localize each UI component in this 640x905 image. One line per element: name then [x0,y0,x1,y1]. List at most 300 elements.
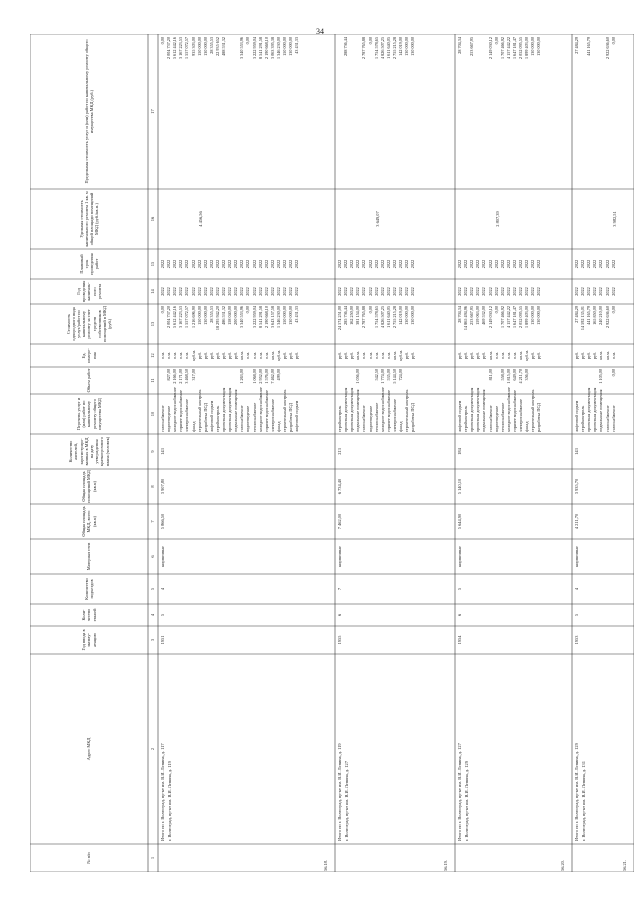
work-deadline: 2022 [184,259,190,269]
work-volume: 317,00 [190,369,196,381]
work-cost: 18 295 942,20 [214,306,220,331]
address: г. Волгоград, пр-кт им. В.И. Ленина, д. 119 [167,761,172,841]
work-deadline: 2022 [530,259,536,269]
work-limit-cost: 27 484,29 [574,37,579,54]
work-unit: руб. [592,351,598,360]
work-year: 2022 [404,287,410,296]
work-volume: 827,00 [166,369,172,381]
work-volume: 1 068,00 [251,369,257,384]
work-unit: руб. [463,351,469,360]
work-cost: 2 052 095,55 [518,306,523,328]
work-cost: 2 755 215,28 [391,306,397,328]
work-cost: 130 000,00 [404,306,410,325]
work-limit-cost: 1 611 640,05 [385,37,391,59]
work-deadline: 2022 [227,259,233,269]
row-number: 56.19. [443,860,448,871]
work-year: 2022 [227,287,233,296]
work-name: стройконтроль [463,405,469,432]
work-limit-cost: 8 541 291,58 [257,37,263,59]
work-volume: 7 462,00 [269,369,275,384]
work-limit-cost: 2 755 215,28 [391,37,397,59]
work-volume: 499,00 [275,369,281,381]
residents: 143 [160,448,165,455]
work-deadline: 2022 [178,259,184,269]
work-cost: 2 004 737,20 [166,306,172,328]
work-name: лифтовой подъем [294,400,300,432]
work-unit: п.м. [361,352,367,359]
work-year: 2022 [511,287,517,296]
work-unit: п.м. [511,352,517,359]
column-header: Предельная стоимость услуг и (или) работ по капитальному ремонту общего имущества МКД (руб.) [83,39,94,184]
work-year: 2022 [604,287,610,296]
total-area: 5 866,50 [160,513,165,530]
address: г. Волгоград, пр-кт им. В.И. Ленина, д. 131 [581,761,586,841]
work-unit: руб. [530,351,536,360]
entrances: 4 [574,587,579,591]
work-deadline: 2022 [499,259,505,269]
work-cost: 8 541 291,58 [257,306,263,328]
column-header: Удельная стоимость капитального ремонта 1 кв. м общей площади помещений МКД (руб./кв.м.) [78,191,100,247]
work-name: лифтовой подъем [574,400,579,432]
work-cost: 381 154,00 [355,306,361,325]
work-deadline: 2022 [457,259,462,269]
work-deadline: 2022 [367,259,373,269]
work-limit-cost: 2 052 095,55 [518,37,523,59]
work-deadline: 2022 [524,259,530,269]
work-year: 2022 [592,287,598,296]
work-cost: 253 667,95 [469,306,475,325]
work-cost: 441 165,79 [586,306,592,325]
work-volume: 535,00 [385,369,391,381]
column-number: 16 [150,216,155,222]
work-unit: кв.м. [355,351,361,360]
work-unit: п.м. [166,352,172,359]
work-year: 2022 [598,287,604,296]
work-unit: руб. [469,351,475,360]
work-name: лифтовой подъем [457,400,462,432]
work-name: проектная документация [349,387,355,432]
work-volume: 1 774,00 [379,369,385,384]
work-limit-cost: 5 612 442,16 [172,37,178,59]
work-cost: 1 899 403,00 [524,306,530,328]
work-limit-cost: 3 340 553,96 [239,37,245,59]
work-cost: 14 865 494,96 [463,306,469,331]
work-cost: 130 000,00 [202,306,208,325]
work-limit-cost: 1 346 230,00 [275,37,281,59]
work-unit: п.м. [373,352,379,359]
work-year: 2022 [294,287,300,296]
work-cost: 1 611 640,05 [385,306,391,328]
work-name: проектная документация [227,387,233,432]
work-limit-cost: 488 531,32 [221,37,226,56]
column-header: Стоимость однородного вида услуг/работ по капитальному ремонту за счет средств собственников помещений в МКД (руб.) [65,306,113,342]
work-deadline: 2022 [239,259,245,269]
work-limit-cost: 28 355,53 [208,37,214,54]
work-limit-cost: 288 736,44 [343,37,349,56]
work-deadline: 2022 [580,259,586,269]
work-deadline: 2022 [410,259,416,269]
work-cost: 0,00 [160,306,165,314]
work-name: фасад [190,421,196,432]
work-year: 2022 [524,287,530,296]
work-limit-cost: 2 149 030,12 [487,37,493,59]
work-deadline: 2022 [493,259,499,269]
work-volume: 542,50 [373,369,379,381]
work-name: холодное водоснабжение [172,387,178,432]
work-name: стройконтроль [214,405,220,432]
work-deadline: 2022 [160,259,165,269]
work-name: горячее водоснабжение [178,390,184,432]
work-unit: руб. [214,351,220,360]
column-number: 1 [150,856,155,860]
unit-cost: 2 807,39 [495,211,500,227]
work-volume [294,369,300,393]
work-year: 2022 [475,287,481,296]
work-year: 2022 [269,287,275,296]
work-deadline: 2022 [610,259,616,269]
work-unit: руб. [349,351,355,360]
work-year: 2022 [221,287,226,296]
entrances: 4 [160,587,165,591]
column-header: Год проведения капиталь-ного ремонта [75,280,102,303]
work-year: 2022 [196,287,202,296]
work-cost: 469 532,00 [481,306,487,325]
work-cost: 2 787 765,88 [361,306,367,328]
work-unit: руб. [343,351,349,360]
premises-area: 5 140,10 [457,478,462,495]
work-deadline: 2022 [404,259,410,269]
work-deadline: 2022 [166,259,172,269]
work-unit: п.м. [257,352,263,359]
work-name: холодное водоснабжение [257,387,263,432]
column-header: Ед. измере-ния [81,348,97,363]
work-name: разработка ПСД [288,403,294,432]
column-header: Объем работ [86,368,92,393]
column-number: 2 [150,747,155,751]
column-number: 5 [150,587,155,591]
wall-material: кирпичные [160,546,165,567]
work-name: газоснабжение [604,405,610,432]
entrances: 7 [337,587,342,591]
column-number: 7 [150,520,155,523]
work-year: 2022 [457,287,462,296]
rotated-table [30,34,634,872]
work-deadline: 2022 [288,259,294,269]
work-volume: 1 263,00 [239,369,245,384]
work-year: 2022 [373,287,379,296]
work-limit-cost: 935 303,00 [190,37,196,56]
column-number: 11 [150,378,155,383]
work-unit: руб. [221,351,226,360]
work-unit: п.м. [160,352,165,359]
column-header: Количество жителей, зарегистриро-ванных в МКД на дату утверждения краткосрочного плана (человек) [68,436,110,467]
work-year: 2022 [184,287,190,296]
unit-cost: 3 982,51 [612,211,617,227]
work-unit: куб.м. [524,350,530,361]
work-name: проектная документация [221,387,226,432]
work-name: стройконтроль [580,405,586,432]
work-year: 2022 [481,287,487,296]
address-total: Итого по г. Волгоград, пр-кт им. В.И. Ленина, д. 117 [160,743,165,841]
work-deadline: 2022 [282,259,287,269]
page-number: 34 [316,27,324,36]
work-cost: 130 000,00 [410,306,416,325]
work-unit: руб. [404,351,410,360]
work-deadline: 2022 [398,259,403,269]
wall-material: кирпичные [574,546,579,567]
work-year: 2022 [337,287,342,296]
work-volume: 1 105,00 [598,369,604,384]
column-number: 8 [150,485,155,488]
work-limit-cost: 22 935 652 [214,37,220,56]
work-cost: 0,00 [367,306,373,314]
premises-area: 3 907,80 [160,478,165,495]
work-year: 2022 [536,287,542,296]
work-deadline: 2022 [196,259,202,269]
floors: 5 [160,613,165,617]
work-cost: 150 000,00 [282,306,287,325]
work-cost: 4 826 507,25 [379,306,385,328]
work-cost: 5 612 442,16 [172,306,178,328]
work-year: 2022 [214,287,220,296]
work-cost: 240 210,00 [598,306,604,325]
work-unit: п.м. [499,352,505,359]
work-limit-cost: 4 157 442,22 [505,37,511,59]
work-year: 2022 [469,287,475,296]
work-volume [410,369,416,393]
column-number: 12 [150,353,155,358]
work-unit: руб. [580,351,586,360]
wall-material: кирпичные [337,546,342,567]
work-name: электроснабжение [269,399,275,432]
row-number: 56.20. [560,860,565,871]
work-year: 2022 [349,287,355,296]
work-deadline: 2022 [214,259,220,269]
work-cost: 1 647 181,47 [511,306,517,328]
work-limit-cost: 0,00 [367,37,373,45]
residents: 184 [457,448,462,455]
work-deadline: 2022 [275,259,281,269]
work-unit: руб. [475,351,481,360]
work-unit: руб. [202,351,208,360]
work-name: холодное водоснабжение [379,387,385,432]
work-year: 2022 [208,287,214,296]
work-cost: 162 250,00 [349,306,355,325]
work-limit-cost: 130 000,00 [410,37,416,56]
work-name: водоотведение [166,405,172,432]
work-cost: 200 000,00 [233,306,239,325]
work-name: горячее водоснабжение [263,390,269,432]
work-unit: кв.м. [269,351,275,360]
work-name: проектная документация [343,387,349,432]
column-header: Перечень услуг и (или) работ по капитальному ремонту общего имущества МКД [75,397,102,431]
work-name: электроснабжение [391,399,397,432]
work-cost: 27 484,29 [574,306,579,323]
work-deadline: 2022 [349,259,355,269]
work-year: 2022 [493,287,499,296]
work-unit: куб.м. [398,350,403,361]
work-deadline: 2022 [518,259,523,269]
column-header: Адрес МКД [86,737,92,761]
work-unit: п.м. [385,352,391,359]
year-built: 1955 [337,635,342,645]
work-year: 2022 [257,287,263,296]
work-unit: п.м. [178,352,184,359]
residents: 213 [337,448,342,455]
column-header: Коли-чество этажей [81,608,97,622]
work-limit-cost: 2 922 636,60 [604,37,610,59]
row-number: 56.21. [622,860,627,871]
work-unit: руб. [196,351,202,360]
work-limit-cost: 150 000,00 [282,37,287,56]
work-year: 2022 [463,287,469,296]
floors: 5 [574,613,579,617]
column-number: 9 [150,450,155,453]
work-name: водоотведение [245,405,251,432]
wall-material: кирпичные [457,546,462,567]
work-unit: п.м. [251,352,257,359]
work-deadline: 2022 [598,259,604,269]
work-deadline: 2022 [604,259,610,269]
work-cost: 0,00 [493,306,499,314]
work-deadline: 2022 [294,259,300,269]
work-year: 2022 [518,287,523,296]
work-name: проектная документация [592,387,598,432]
work-name: водоотведение [493,405,499,432]
work-volume: 2 952,00 [257,369,263,384]
work-unit: кв.м. [518,351,523,360]
work-limit-cost: 2 787 765,88 [361,37,367,59]
work-volume: 558,00 [499,369,505,381]
work-cost: 285 736,44 [343,306,349,325]
work-limit-cost: 253 667,95 [469,37,475,56]
work-cost: 1 346 230,00 [275,306,281,328]
work-name: разработка ПСД [202,403,208,432]
row-number: 56.18. [323,860,328,871]
column-header: Плановый срок проведения работ [78,253,100,275]
work-deadline: 2022 [487,259,493,269]
work-deadline: 2022 [469,259,475,269]
work-year: 2022 [355,287,361,296]
work-unit: руб. [457,351,462,360]
work-year: 2022 [202,287,208,296]
work-unit: п.м. [379,352,385,359]
work-name: проектная документация [469,387,475,432]
work-deadline: 2022 [251,259,257,269]
total-area: 5 644,90 [457,513,462,530]
work-year: 2022 [487,287,493,296]
work-year: 2022 [586,287,592,296]
work-name: разработка ПСД [536,403,542,432]
work-volume: 811,00 [487,369,493,381]
work-deadline: 2022 [245,259,251,269]
work-unit: кв.м. [598,351,604,360]
work-name: газоснабжение [361,405,367,432]
work-unit: руб. [282,351,287,360]
work-year: 2022 [282,287,287,296]
work-deadline: 2022 [233,259,239,269]
work-name: строительный контроль [404,389,410,432]
work-cost: 130 000,00 [530,306,536,325]
work-cost: 1 707 466,92 [499,306,505,328]
work-cost: 14 592 135,01 [580,306,586,331]
work-unit: руб. [574,351,579,360]
floors: 6 [337,613,342,617]
work-unit: руб. [586,351,592,360]
work-cost: 28 355,53 [208,306,214,323]
work-volume: 2 166,00 [172,369,178,384]
work-limit-cost: 0,00 [245,37,251,45]
work-cost: 3 643 157,58 [269,306,275,328]
work-unit: п.м. [610,352,616,359]
column-header: Общая площадь помещений МКД (кв.м) [81,470,97,503]
work-limit-cost: 28 704,34 [457,37,462,54]
work-unit: п.м. [367,352,373,359]
work-name: лифтовой подъем [208,400,214,432]
address-total: Итого по г. Волгоград, пр-кт им. В.И. Ленина, д. 119 [337,743,342,841]
work-unit: кв.м. [604,351,610,360]
work-name: теплоснабжение [373,402,379,432]
work-name: горячее водоснабжение [511,390,517,432]
year-built: 1953 [574,635,579,645]
work-cost: 486 531,32 [221,306,226,325]
work-volume: 356,00 [524,369,530,381]
premises-area: 6 734,40 [337,478,342,495]
work-deadline: 2022 [373,259,379,269]
work-cost: 0,00 [610,306,616,314]
work-limit-cost: 1 557 072,57 [184,37,190,59]
work-name: разработка ПСД [410,403,416,432]
work-cost: 1 216 696,90 [190,306,196,328]
work-year: 2022 [505,287,511,296]
work-name: электроснабжение [184,399,190,432]
work-limit-cost: 130 000,00 [288,37,294,56]
work-name: строительный контроль [530,389,536,432]
column-number: 15 [150,261,155,267]
work-volume [536,369,542,393]
work-unit: п.м. [505,352,511,359]
column-number: 14 [150,289,155,294]
work-cost: 2 922 636,60 [604,306,610,328]
work-year: 2022 [343,287,349,296]
work-deadline: 2022 [263,259,269,269]
work-deadline: 2022 [208,259,214,269]
work-year: 2022 [172,287,178,296]
work-year: 2022 [398,287,403,296]
work-unit: кв.м. [391,351,397,360]
work-name: газоснабжение [610,405,616,432]
work-limit-cost: 150 000,00 [196,37,202,56]
work-limit-cost: 130 000,00 [536,37,542,56]
work-cost: 150 000,00 [196,306,202,325]
work-year: 2022 [239,287,245,296]
work-deadline: 2022 [385,259,391,269]
work-limit-cost: 2 004 737,20 [166,37,172,59]
work-name: подвальные помещения [481,389,487,432]
work-year: 2022 [263,287,269,296]
work-year: 2022 [233,287,239,296]
column-number: 17 [150,109,155,114]
work-year: 2022 [385,287,391,296]
work-limit-cost: 2 190 668,10 [263,37,269,59]
work-name: проектная документация [475,387,481,432]
work-limit-cost: 0,00 [493,37,499,45]
work-year: 2022 [391,287,397,296]
premises-area: 3 935,70 [574,478,579,495]
work-name: стройконтроль [337,405,342,432]
work-cost: 1 557 072,57 [184,306,190,328]
work-unit: руб. [410,351,416,360]
